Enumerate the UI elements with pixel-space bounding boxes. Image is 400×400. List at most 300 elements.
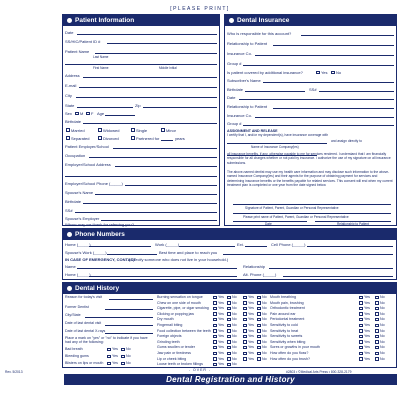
patient-information-header [63,15,219,26]
history-yes-checkbox[interactable] [243,352,247,356]
history-no-checkbox[interactable] [257,301,261,305]
employer-address-field[interactable] [115,166,217,167]
history-no-label: No [232,311,237,316]
subscriber-field[interactable] [263,82,394,83]
history-yes-checkbox[interactable] [213,329,217,333]
bullet-icon [229,18,234,23]
minor-checkbox[interactable] [161,128,165,132]
history-yes-label: Yes [364,295,370,299]
history-yes-checkbox[interactable] [359,340,363,344]
bullet-icon [67,18,72,23]
history-yes-checkbox[interactable] [359,301,363,305]
home-phone-label: Home (_____) [65,242,91,247]
history-no-label: No [380,339,385,344]
history-yes-label: Yes [364,339,370,344]
history-yes-label: Yes [248,328,254,333]
history-middle-label: Cigarette, pipe, or cigar smoking [157,306,209,311]
history-no-checkbox[interactable] [257,346,261,350]
history-no-checkbox[interactable] [375,352,379,356]
emergency-home-label: Home (_____) [65,272,91,277]
history-no-label: No [380,351,385,355]
history-no-checkbox[interactable] [375,296,379,300]
employer-address-label: Employer/School Address [65,162,111,167]
history-no-checkbox[interactable] [257,318,261,322]
history-left-label: Place a mark on "yes" or "no" to indicate if you have had any of the following: [65,335,148,344]
partnered-years-field[interactable] [161,140,173,141]
history-right-label: How often do you floss? [270,351,309,355]
please-print-header: [PLEASE PRINT] [170,6,230,12]
history-no-label: No [380,345,385,350]
history-middle-label: Dry mouth [157,317,174,322]
sex-m-label: M [80,111,84,116]
history-no-checkbox[interactable] [375,335,379,339]
best-time-label: Best time and place to reach you [159,250,218,255]
work-phone-field[interactable] [179,246,235,247]
history-no-checkbox[interactable] [227,335,231,339]
history-no-label: No [232,317,237,322]
signature-sublabel: Signature of Patient, Parent, Guardian or Personal Representative [245,205,339,210]
employer-address-field-2[interactable] [65,176,217,177]
history-left-field[interactable] [105,333,153,334]
history-no-checkbox[interactable] [121,362,125,366]
state-label: State [65,103,75,108]
bullet-icon [67,286,72,291]
married-checkbox[interactable] [66,128,70,132]
insurance-co-2-label: Insurance Co. [227,113,252,118]
release-paragraph: The above-named dentist may use my health care information and may disclose such information to the above-named Insurance Company(ies) and their agents for the purpose of obtaining payment for services and determining insurance benefits or the benefits payable for related services. This consent will end when my current treatment plan is completed or one year from the date signed below. [227,170,393,187]
history-yes-label: Yes [218,295,224,299]
history-yes-checkbox[interactable] [213,307,217,311]
single-label: Single [136,127,148,133]
employer-phone-field[interactable] [125,185,217,186]
history-yes-label: Yes [248,300,254,305]
address-field[interactable] [83,77,217,78]
history-yes-label: Yes [248,339,254,344]
cell-phone-field[interactable] [307,246,393,247]
history-no-checkbox[interactable] [227,346,231,350]
emergency-alt-phone-label: Alt. Phone (_____) [243,272,277,277]
history-right-label: Orthodontic treatment [270,306,305,311]
history-yes-checkbox[interactable] [359,318,363,322]
history-yes-label: Yes [364,351,370,355]
history-yes-checkbox[interactable] [243,340,247,344]
occupation-field[interactable] [89,157,217,158]
dental-insurance-title: Dental Insurance [237,17,290,24]
history-yes-label: Yes [248,334,254,339]
history-no-checkbox[interactable] [257,324,261,328]
responsible-field[interactable] [301,35,394,36]
email-field[interactable] [79,87,217,88]
history-no-checkbox[interactable] [257,335,261,339]
history-no-checkbox[interactable] [375,324,379,328]
history-no-checkbox[interactable] [227,329,231,333]
spouse-ssn-label: SS# [65,208,73,213]
ext-field[interactable] [245,246,267,247]
history-yes-checkbox[interactable] [359,346,363,350]
history-yes-checkbox[interactable] [243,324,247,328]
insurance-company-field[interactable] [227,143,327,144]
age-label: Age [97,111,105,116]
history-yes-checkbox[interactable] [213,363,217,367]
history-no-label: No [262,300,267,305]
history-yes-label: Yes [364,317,370,322]
history-no-label: No [380,356,385,361]
date-field[interactable] [77,34,217,35]
spouse-work-label: Spouse's Work (_____) [65,250,107,255]
last-name-sublabel: Last Name [93,55,109,59]
history-no-label: No [232,334,237,339]
separated-label: Separated [71,135,90,141]
name-of-companies-sublabel: Name of Insurance Company(ies) [251,145,299,149]
separated-checkbox[interactable] [66,136,70,140]
history-no-label: No [380,334,385,339]
history-no-checkbox[interactable] [375,301,379,305]
history-no-checkbox[interactable] [257,312,261,316]
occupation-label: Occupation [65,153,86,158]
history-no-label: No [262,317,267,322]
history-yes-label: Yes [218,311,224,316]
history-no-checkbox[interactable] [257,329,261,333]
history-no-checkbox[interactable] [227,312,231,316]
history-yes-checkbox[interactable] [213,340,217,344]
history-no-label: No [380,317,385,322]
history-no-label: No [262,339,267,344]
ssn-field[interactable] [107,43,217,44]
form-title-banner: Dental Registration and History [64,374,397,385]
partnered-label: Partnered for [136,135,160,141]
zip-field[interactable] [143,107,217,108]
history-no-checkbox[interactable] [375,346,379,350]
history-yes-label: Yes [218,317,224,322]
middle-initial-sublabel: Middle Initial [159,66,177,70]
history-yes-checkbox[interactable] [213,346,217,350]
history-middle-label: Fingernail biting [157,323,183,327]
history-no-label: No [380,323,385,327]
additional-no-checkbox[interactable] [331,71,335,75]
history-yes-checkbox[interactable] [243,335,247,339]
insurance-date-label: Date [227,95,236,100]
history-yes-label: Yes [364,328,370,333]
history-yes-label: Yes [218,306,224,311]
history-no-checkbox[interactable] [375,307,379,311]
patient-name-label: Patient Name [65,49,90,54]
history-no-checkbox[interactable] [227,301,231,305]
history-right-label: Sores or growths in your mouth [270,345,320,350]
history-yes-checkbox[interactable] [243,357,247,361]
over-label: - OVER - [188,368,212,372]
history-no-checkbox[interactable] [227,324,231,328]
history-no-label: No [262,328,267,333]
history-yes-checkbox[interactable] [243,312,247,316]
insurance-co-field[interactable] [255,55,394,56]
spouse-work-field[interactable] [107,254,157,255]
spouse-employer-label: Spouse's Employer [65,216,100,221]
sex-m-checkbox[interactable] [75,112,79,116]
city-label: City [65,93,72,98]
history-no-checkbox[interactable] [375,318,379,322]
history-yes-checkbox[interactable] [213,357,217,361]
history-no-checkbox[interactable] [375,312,379,316]
relationship-label: Relationship to Patient [227,41,268,46]
history-yes-label: Yes [364,356,370,361]
first-name-sublabel: First Name [93,66,109,70]
history-no-label: No [232,351,237,355]
patient-information-section [62,14,220,226]
emergency-name-label: Name [65,264,76,269]
history-left-field[interactable] [105,325,153,326]
emergency-contact-label: IN CASE OF EMERGENCY, CONTACT [65,257,136,262]
history-yes-checkbox[interactable] [359,329,363,333]
employer-field[interactable] [113,148,217,149]
history-yes-label: Yes [218,356,224,361]
history-right-label: Periodontal treatment [270,317,305,322]
dental-insurance-section [224,14,397,226]
zip-label: Zip [135,103,141,108]
spouse-birthdate-field[interactable] [83,203,217,204]
history-yes-label: Yes [248,311,254,316]
history-yes-label: Yes [248,306,254,311]
relationship-2-field[interactable] [273,108,394,109]
history-no-checkbox[interactable] [257,307,261,311]
history-no-label: No [126,361,131,365]
history-right-label: Sensitivity to cold [270,323,298,327]
insurance-co-label: Insurance Co. [227,51,252,56]
subscriber-birthdate-field[interactable] [245,91,305,92]
history-middle-label: Burning sensation on tongue [157,295,203,299]
history-no-label: No [232,295,237,299]
insurance-date-field[interactable] [239,99,394,100]
history-no-checkbox[interactable] [257,340,261,344]
history-no-checkbox[interactable] [227,296,231,300]
history-no-checkbox[interactable] [375,357,379,361]
history-no-label: No [262,334,267,339]
history-yes-checkbox[interactable] [243,318,247,322]
history-no-checkbox[interactable] [375,340,379,344]
best-time-field[interactable] [223,254,393,255]
history-left-field[interactable] [85,317,153,318]
history-yes-checkbox[interactable] [359,296,363,300]
birthdate-label: Birthdate [65,119,82,124]
history-no-checkbox[interactable] [227,340,231,344]
insurance-co-2-field[interactable] [255,117,394,118]
history-yes-label: Yes [248,317,254,322]
history-no-label: No [232,306,237,311]
history-no-label: No [380,295,385,299]
history-yes-label: Yes [248,295,254,299]
first-name-field[interactable] [65,64,217,65]
bullet-icon [67,232,72,237]
history-yes-checkbox[interactable] [359,312,363,316]
history-yes-checkbox[interactable] [213,296,217,300]
emergency-alt-phone-field[interactable] [283,276,393,277]
emergency-home-field[interactable] [89,276,237,277]
history-yes-checkbox[interactable] [243,329,247,333]
widowed-checkbox[interactable] [98,128,102,132]
history-middle-label: Jaw pain or tiredness [157,351,191,355]
history-yes-checkbox[interactable] [213,352,217,356]
history-no-checkbox[interactable] [121,348,125,352]
history-left-label: Bleeding gums [65,354,89,358]
work-phone-label: Work (_____) [155,242,180,247]
spouse-name-field[interactable] [95,194,217,195]
history-middle-label: Clicking or popping jaw [157,311,194,316]
history-yes-label: Yes [218,328,224,333]
patient-information-title: Patient Information [75,17,135,24]
assignment-line-2: and assign directly to [331,139,362,143]
cell-phone-label: Cell Phone (_____) [271,242,306,247]
history-no-label: No [232,328,237,333]
history-yes-checkbox[interactable] [107,362,111,366]
history-left-label: Blisters on lips or mouth [65,361,104,365]
history-yes-label: Yes [364,311,370,316]
emergency-name-field[interactable] [77,268,237,269]
history-middle-label: Gums swollen or tender [157,345,195,350]
history-left-field[interactable] [109,299,153,300]
history-no-label: No [262,351,267,355]
history-left-field[interactable] [105,309,153,310]
subscriber-ssn-field[interactable] [319,91,394,92]
history-yes-label: Yes [364,306,370,311]
sex-label: Sex [65,111,72,116]
history-no-label: No [126,354,131,358]
history-no-checkbox[interactable] [227,357,231,361]
history-no-checkbox[interactable] [375,329,379,333]
relationship-field[interactable] [273,45,394,46]
single-checkbox[interactable] [131,128,135,132]
spouse-birthdate-label: Birthdate [65,199,82,204]
history-yes-checkbox[interactable] [359,324,363,328]
history-no-checkbox[interactable] [121,355,125,359]
history-no-label: No [262,323,267,327]
history-middle-label: Loose teeth or broken fillings [157,362,203,367]
group-2-field[interactable] [243,125,394,126]
divorced-label: Divorced [103,135,119,141]
revision-label: Rev. 5/2013 [5,370,23,374]
spouse-name-label: Spouse's Name [65,190,94,195]
history-yes-checkbox[interactable] [359,307,363,311]
history-yes-checkbox[interactable] [243,307,247,311]
history-yes-label: Yes [248,356,254,361]
group-2-label: Group # [227,121,242,126]
emergency-relationship-field[interactable] [269,268,393,269]
history-middle-label: Lip or cheek biting [157,356,187,361]
history-yes-checkbox[interactable] [213,324,217,328]
history-yes-label: Yes [218,339,224,344]
city-field[interactable] [76,97,217,98]
history-yes-label: Yes [112,354,118,358]
dental-history-section [62,282,397,368]
history-left-label: Former Dentist [65,305,89,309]
divorced-checkbox[interactable] [98,136,102,140]
history-yes-label: Yes [248,323,254,327]
history-no-checkbox[interactable] [257,352,261,356]
order-number-label: #2803 • ©Medical Arts Press • 800-328-2179 [286,370,352,374]
history-no-label: No [380,311,385,316]
history-yes-checkbox[interactable] [107,348,111,352]
employer-phone-label: Employer/School Phone (_____) [65,181,123,186]
state-field[interactable] [77,107,133,108]
assignment-paragraph: all insurance benefits, if any, otherwise payable to me for services rendered. I understand that I am financially responsible for all charges whether or not paid by insurance. I authorize the use of my signature on all insurance submissions. [227,152,391,165]
history-no-label: No [232,339,237,344]
history-yes-checkbox[interactable] [243,346,247,350]
history-no-checkbox[interactable] [227,363,231,367]
history-yes-label: Yes [218,323,224,327]
history-yes-label: Yes [364,345,370,350]
history-yes-label: Yes [218,362,224,367]
patient-name-field[interactable] [95,53,217,54]
additional-no-label: No [336,70,342,75]
sex-f-label: F [91,111,94,116]
history-no-label: No [232,300,237,305]
home-phone-field[interactable] [89,246,151,247]
history-yes-checkbox[interactable] [213,312,217,316]
additional-insurance-label: Is patient covered by additional insurance? [227,70,303,75]
spouse-ssn-field[interactable] [75,212,217,213]
history-yes-checkbox[interactable] [243,296,247,300]
responsible-label: Who is responsible for this account? [227,31,292,36]
birthdate-field[interactable] [83,123,217,124]
history-yes-checkbox[interactable] [359,357,363,361]
history-no-label: No [262,311,267,316]
history-no-checkbox[interactable] [227,352,231,356]
history-right-label: Mouth pain, brushing [270,300,304,305]
additional-yes-checkbox[interactable] [316,71,320,75]
widowed-label: Widowed [103,127,120,133]
partnered-checkbox[interactable] [131,136,135,140]
print-name-sublabel: Please print name of Patient, Parent, Guardian or Personal Representative [243,214,349,219]
history-yes-checkbox[interactable] [213,301,217,305]
history-no-label: No [232,345,237,350]
age-field[interactable] [105,115,135,116]
referral-label: Whom may we thank for referring you? [65,221,134,227]
address-label: Address [65,73,80,78]
history-left-label: Bad breath [65,347,83,351]
date-label: Date [65,30,74,35]
dental-insurance-header [225,15,396,26]
history-yes-label: Yes [218,345,224,350]
history-yes-label: Yes [248,345,254,350]
history-no-checkbox[interactable] [227,307,231,311]
history-middle-label: Chew on one side of mouth [157,300,201,305]
history-yes-label: Yes [218,351,224,355]
years-label: years [175,135,185,141]
history-no-label: No [262,356,267,361]
history-yes-checkbox[interactable] [359,335,363,339]
sex-f-checkbox[interactable] [86,112,90,116]
group-field[interactable] [243,65,394,66]
history-no-checkbox[interactable] [257,296,261,300]
assignment-line-1: I certify that I, and/or my dependent(s), have insurance coverage with [227,133,329,137]
married-label: Married [71,127,85,133]
history-no-label: No [380,300,385,305]
history-no-label: No [380,328,385,333]
history-right-label: How often do you brush? [270,356,310,361]
history-yes-label: Yes [364,323,370,327]
history-yes-checkbox[interactable] [359,352,363,356]
history-no-label: No [232,323,237,327]
history-no-checkbox[interactable] [257,357,261,361]
history-yes-checkbox[interactable] [107,355,111,359]
emergency-contact-note: (Specify someone who does not live in your household.) [129,257,229,262]
history-right-label: Mouth breathing [270,295,296,299]
assignment-title: ASSIGNMENT AND RELEASE [227,129,278,133]
history-no-checkbox[interactable] [227,318,231,322]
history-yes-checkbox[interactable] [213,318,217,322]
subscriber-birthdate-label: Birthdate [227,87,244,92]
history-yes-checkbox[interactable] [213,335,217,339]
history-yes-checkbox[interactable] [243,301,247,305]
history-no-label: No [126,347,131,351]
